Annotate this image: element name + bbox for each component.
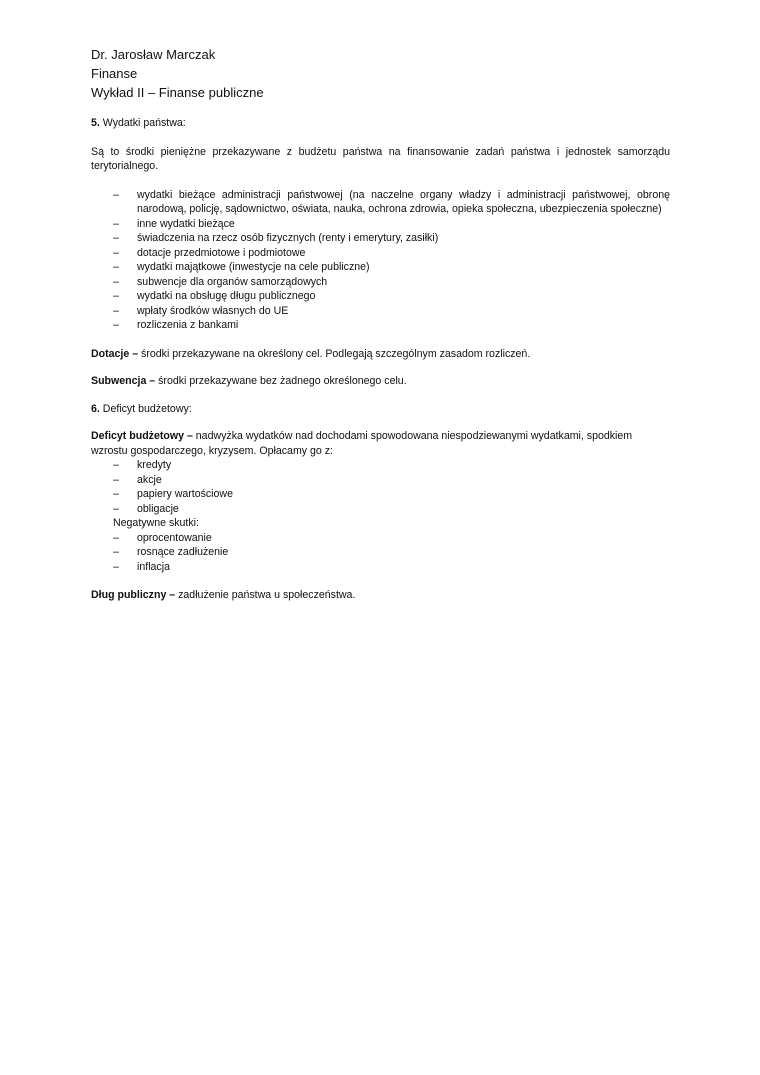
definition-term: Subwencja – [91,375,156,387]
list-item [91,304,670,319]
list-item-text: rosnące zadłużenie [137,546,229,558]
list-item [91,275,670,290]
list-item [91,531,670,546]
list-item [91,545,670,560]
negative-effects-list [91,531,670,575]
dash-marker: – [113,188,119,201]
list-item [91,560,670,575]
list-item [91,231,670,246]
negative-effects-label: Negatywne skutki: [113,517,199,529]
definition-dotacje [91,347,670,362]
funding-list [91,458,670,516]
dash-marker: – [113,261,119,273]
dash-marker: – [113,217,119,230]
list-item-text: obligacje [137,502,179,515]
author-name: Dr. Jarosław Marczak [91,47,216,62]
list-item [91,246,670,261]
dash-marker: – [113,560,119,573]
dash-marker: – [113,275,119,288]
list-item [91,289,670,304]
dash-marker: – [113,488,119,500]
list-item [91,260,670,275]
definition-subwencja [91,374,670,389]
dash-marker: – [113,319,119,331]
dash-marker: – [113,459,119,471]
list-item [91,217,670,232]
dash-marker: – [113,473,119,486]
section-5-intro: Są to środki pieniężne przekazywane z budżetu państwa na finansowanie zadań państwa i jednostek samorządu terytorialnego. [91,145,670,172]
document-content [91,45,670,603]
definition-text: środki przekazywane bez żadnego określonego celu. [155,375,407,387]
list-item-text: akcje [137,473,162,486]
definition-text: środki przekazywane na określony cel. Podlegają szczególnym zasadom rozliczeń. [138,347,531,360]
list-item-text: wydatki majątkowe (inwestycje na cele publiczne) [137,261,370,273]
section-6-number: 6. [91,402,100,415]
section-6-heading [91,402,670,417]
dash-marker: – [113,232,119,244]
list-item [91,188,670,217]
list-item-text: dotacje przedmiotowe i podmiotowe [137,246,306,259]
list-item [91,318,670,333]
section-5-number: 5. [91,117,100,129]
definition-text: nadwyżka wydatków nad dochodami spowodowana niespodziewanymi wydatkami, spodkiem wzrostu gospodarczego, kryzysem. Opłacamy go z: [91,430,633,457]
dash-marker: – [113,546,119,558]
list-item [91,502,670,517]
list-item-text: wydatki bieżące administracji państwowej (na naczelne organy władzy i administracji państwowej, obronę narodową, policję, sądownictwo, oświata, nauka, ochrona zdrowia, opieka społeczna, ubezpieczenia społeczne) [137,188,670,215]
dash-marker: – [113,502,119,515]
definition-term: Dotacje – [91,347,139,360]
list-item-text: kredyty [137,459,172,471]
lecture-title: Wykład II – Finanse publiczne [91,85,264,100]
list-item-text: inflacja [137,560,170,573]
list-item-text: oprocentowanie [137,531,212,544]
section-5-heading [91,116,670,131]
list-item [91,473,670,488]
dash-marker: – [113,246,119,259]
list-item-text: inne wydatki bieżące [137,217,235,230]
dash-marker: – [113,304,119,317]
list-item-text: rozliczenia z bankami [137,319,239,331]
definition-deficyt [91,429,670,458]
expenditure-list [91,188,670,333]
list-item-text: papiery wartościowe [137,488,233,500]
list-item [91,487,670,502]
dash-marker: – [113,531,119,544]
list-item-text: subwencje dla organów samorządowych [137,275,328,288]
definition-dlug [91,588,670,603]
list-item [91,458,670,473]
list-item-text: świadczenia na rzecz osób fizycznych (renty i emerytury, zasiłki) [137,232,439,244]
definition-term: Deficyt budżetowy – [91,430,193,442]
section-5-title: Wydatki państwa: [102,117,186,129]
definition-text: zadłużenie państwa u społeczeństwa. [175,589,356,601]
section-6-title: Deficyt budżetowy: [102,402,192,415]
dash-marker: – [113,290,119,302]
definition-term: Dług publiczny – [91,589,176,601]
list-item-text: wydatki na obsługę długu publicznego [137,290,316,302]
list-item-text: wpłaty środków własnych do UE [137,304,289,317]
course-name: Finanse [91,66,138,81]
